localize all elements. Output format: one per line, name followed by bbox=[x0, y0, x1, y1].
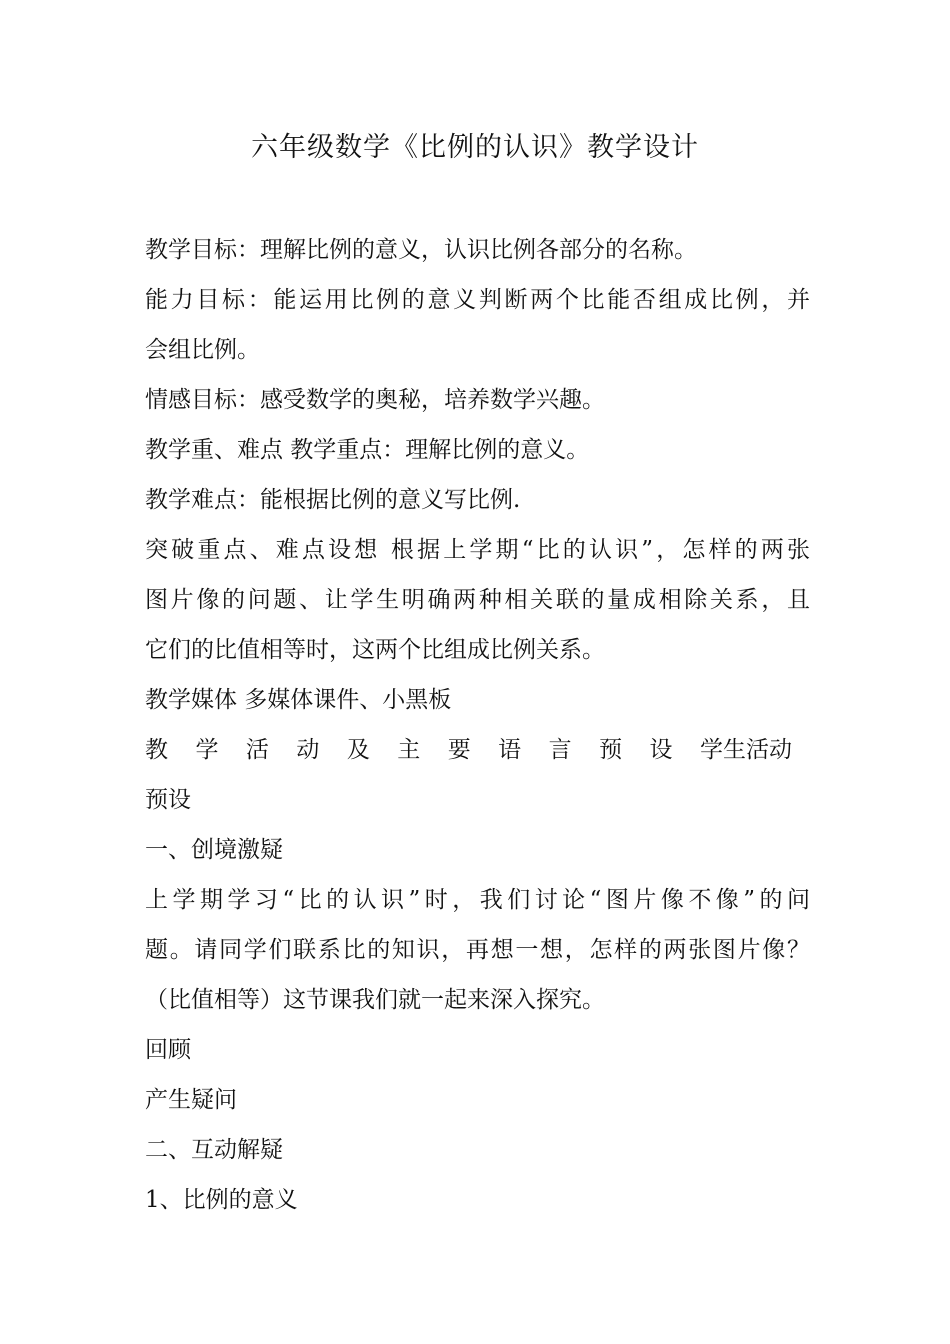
paragraph-line: 它们的比值相等时，这两个比组成比例关系。 bbox=[145, 637, 605, 663]
spread-char: 预 bbox=[599, 737, 623, 763]
document-title: 六年级数学《比例的认识》教学设计 bbox=[251, 132, 699, 163]
paragraph-line: （比值相等）这节课我们就一起来深入探究。 bbox=[145, 987, 605, 1013]
paragraph-line: 会组比例。 bbox=[145, 337, 260, 363]
paragraph-line: 教学媒体 多媒体课件、小黑板 bbox=[145, 687, 452, 713]
document-body bbox=[145, 225, 810, 1225]
paragraph-line: 教学目标：理解比例的意义，认识比例各部分的名称。 bbox=[145, 237, 697, 263]
paragraph-line: 预设 bbox=[145, 787, 191, 813]
paragraph-line: 情感目标：感受数学的奥秘，培养数学兴趣。 bbox=[145, 387, 605, 413]
spread-char: 动 bbox=[296, 737, 320, 763]
spread-char: 教 bbox=[145, 737, 168, 763]
subsection-heading: 1、比例的意义 bbox=[145, 1187, 298, 1213]
paragraph-line: 图片像的问题、让学生明确两种相关联的量成相除关系，且 bbox=[145, 587, 810, 613]
spread-char: 要 bbox=[447, 737, 471, 763]
paragraph-line: 教学难点：能根据比例的意义写比例. bbox=[145, 487, 521, 513]
paragraph-line: 题。请同学们联系比的知识，再想一想，怎样的两张图片像？ bbox=[145, 937, 810, 963]
paragraph-line: 产生疑问 bbox=[145, 1087, 237, 1113]
section-heading: 二、互动解疑 bbox=[145, 1137, 283, 1163]
paragraph-line: 教学重、难点 教学重点：理解比例的意义。 bbox=[145, 437, 590, 463]
spread-char: 及 bbox=[346, 737, 370, 763]
paragraph-line: 能力目标：能运用比例的意义判断两个比能否组成比例，并 bbox=[145, 287, 810, 313]
spread-tail: 学生活动 bbox=[699, 737, 792, 763]
section-heading: 一、创境激疑 bbox=[145, 837, 283, 863]
spread-char: 学 bbox=[195, 737, 219, 763]
paragraph-line: 上学期学习“比的认识”时，我们讨论“图片像不像”的问 bbox=[145, 887, 810, 913]
spread-char: 语 bbox=[498, 737, 522, 763]
spread-heading-line bbox=[145, 725, 810, 775]
spread-char: 设 bbox=[649, 737, 673, 763]
spread-char: 活 bbox=[245, 737, 269, 763]
spread-char: 主 bbox=[397, 737, 421, 763]
spread-char: 言 bbox=[548, 737, 572, 763]
paragraph-line: 突破重点、难点设想 根据上学期“比的认识”，怎样的两张 bbox=[145, 537, 810, 563]
paragraph-line: 回顾 bbox=[145, 1037, 191, 1063]
